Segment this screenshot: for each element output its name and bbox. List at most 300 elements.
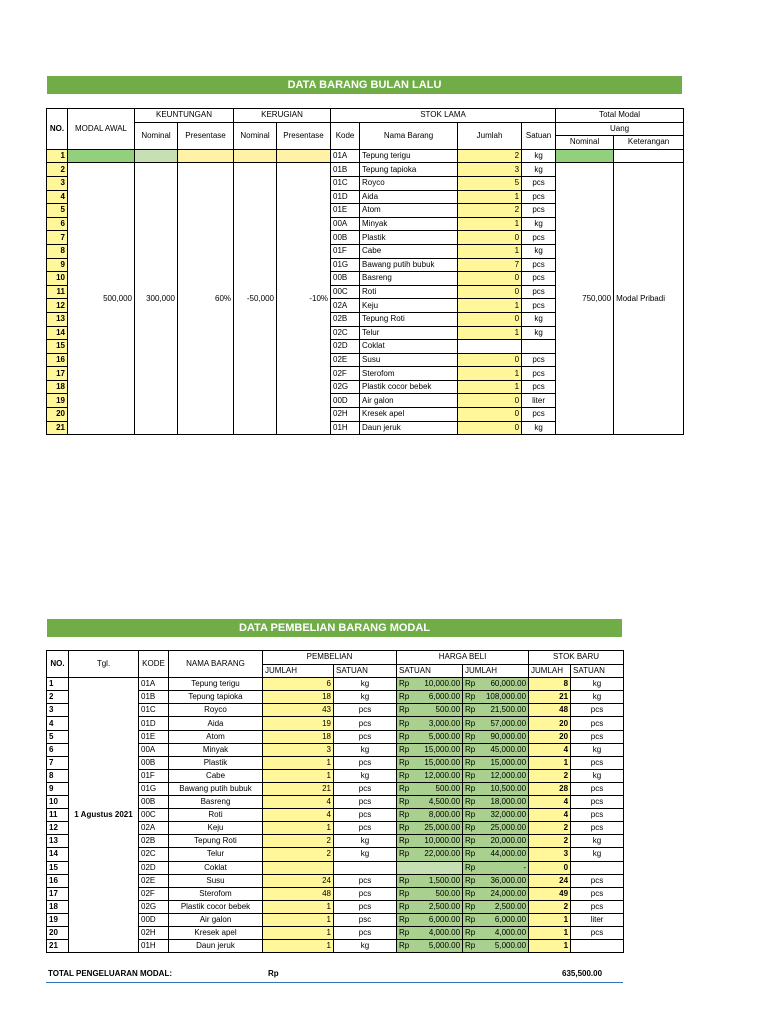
col-keuntungan: KEUNTUNGAN <box>135 109 234 123</box>
stok-satuan-cell: kg <box>571 769 624 782</box>
stok-satuan-cell: kg <box>571 835 624 848</box>
currency-value <box>399 822 460 834</box>
harga-value: 25,000.00 <box>424 823 461 833</box>
currency-value <box>465 809 526 821</box>
pembelian-satuan-cell: pcs <box>334 756 397 769</box>
row-no: 12 <box>47 822 69 835</box>
stok-satuan-cell: kg <box>571 743 624 756</box>
currency-label: Rp <box>465 849 476 859</box>
row-no: 16 <box>47 353 68 367</box>
total-value: 20,000.00 <box>490 836 527 846</box>
col-kerugian: KERUGIAN <box>234 109 331 123</box>
pembelian-jumlah-cell: 18 <box>263 691 334 704</box>
modal-awal-value: 500,000 <box>68 163 135 435</box>
currency-value <box>465 862 526 874</box>
currency-value <box>399 704 460 716</box>
harga-value: 500.00 <box>435 888 461 898</box>
nama-barang-cell: Bawang putih bubuk <box>169 782 263 795</box>
currency-label: Rp <box>399 941 410 951</box>
total-value: 45,000.00 <box>490 744 527 754</box>
kode-cell: 01H <box>139 940 169 953</box>
row-no: 21 <box>47 421 68 435</box>
nama-barang-cell: Air galon <box>360 394 458 408</box>
nama-barang-cell: Tepung Roti <box>360 312 458 326</box>
currency-label: Rp <box>465 783 476 793</box>
currency-label: Rp <box>399 914 410 924</box>
currency-label: Rp <box>399 797 410 807</box>
stok-satuan-cell: liter <box>571 913 624 926</box>
pembelian-satuan-cell: pcs <box>334 809 397 822</box>
row-no: 15 <box>47 340 68 354</box>
currency-value <box>465 901 526 913</box>
nama-barang-cell: Coklat <box>360 340 458 354</box>
col-stok-jumlah: JUMLAH <box>529 664 571 678</box>
kode-cell: 02D <box>139 861 169 874</box>
row-no: 5 <box>47 730 69 743</box>
currency-value <box>399 835 460 847</box>
harga-satuan-cell <box>397 848 463 861</box>
harga-value: 6,000.00 <box>428 914 461 924</box>
nama-barang-cell: Tepung Roti <box>169 835 263 848</box>
kode-cell: 02G <box>139 900 169 913</box>
row-no: 4 <box>47 190 68 204</box>
currency-label: Rp <box>399 744 410 754</box>
currency-value <box>399 783 460 795</box>
pembelian-satuan-cell: pcs <box>334 796 397 809</box>
harga-satuan-cell <box>397 796 463 809</box>
kode-cell: 02F <box>331 367 360 381</box>
nama-barang-cell: Coklat <box>169 861 263 874</box>
total-nominal-value: 750,000 <box>556 163 614 435</box>
row-no: 14 <box>47 848 69 861</box>
total-value: 24,000.00 <box>490 888 527 898</box>
stok-jumlah-cell: 21 <box>529 691 571 704</box>
kode-cell: 01A <box>331 149 360 163</box>
total-value: 2,500.00 <box>494 901 527 911</box>
stok-jumlah-cell: 1 <box>529 913 571 926</box>
pembelian-satuan-cell: kg <box>334 743 397 756</box>
row-no: 2 <box>47 691 69 704</box>
harga-jumlah-cell <box>463 861 529 874</box>
jumlah-cell: 5 <box>458 176 522 190</box>
nama-barang-cell: Royco <box>360 176 458 190</box>
total-value: 5,000.00 <box>494 941 527 951</box>
stok-satuan-cell: pcs <box>571 809 624 822</box>
kode-cell: 00A <box>331 217 360 231</box>
jumlah-cell: 0 <box>458 231 522 245</box>
row-no: 5 <box>47 204 68 218</box>
nama-barang-cell: Aida <box>169 717 263 730</box>
currency-value <box>399 731 460 743</box>
row-no: 6 <box>47 743 69 756</box>
stok-jumlah-cell: 4 <box>529 743 571 756</box>
jumlah-cell: 2 <box>458 204 522 218</box>
nama-barang-cell: Telur <box>360 326 458 340</box>
pembelian-jumlah-cell: 21 <box>263 782 334 795</box>
harga-satuan-cell <box>397 940 463 953</box>
currency-value <box>465 744 526 756</box>
harga-satuan-cell <box>397 717 463 730</box>
harga-jumlah-cell <box>463 678 529 691</box>
row-no: 9 <box>47 782 69 795</box>
pembelian-satuan-cell: pcs <box>334 782 397 795</box>
nama-barang-cell: Tepung terigu <box>360 149 458 163</box>
currency-value <box>465 796 526 808</box>
currency-value <box>399 888 460 900</box>
nama-barang-cell: Air galon <box>169 913 263 926</box>
harga-jumlah-cell <box>463 809 529 822</box>
row-no: 16 <box>47 874 69 887</box>
total-value: 15,000.00 <box>490 757 527 767</box>
jumlah-cell: 1 <box>458 380 522 394</box>
row-no: 10 <box>47 796 69 809</box>
currency-label: Rp <box>465 875 476 885</box>
currency-value <box>399 691 460 703</box>
total-pengeluaran-currency: Rp <box>268 969 279 978</box>
harga-satuan-cell <box>397 926 463 939</box>
kerugian-nominal-value: -50,000 <box>234 163 277 435</box>
kode-cell: 02D <box>331 340 360 354</box>
jumlah-cell: 3 <box>458 163 522 177</box>
pembelian-satuan-cell: kg <box>334 769 397 782</box>
kode-cell: 01E <box>331 204 360 218</box>
nama-barang-cell: Roti <box>169 809 263 822</box>
col-keuntungan-nominal: Nominal <box>135 122 178 149</box>
col-total-modal: Total Modal <box>556 109 684 123</box>
kode-cell: 00B <box>139 756 169 769</box>
harga-satuan-cell <box>397 835 463 848</box>
harga-jumlah-cell <box>463 913 529 926</box>
kode-cell: 01B <box>331 163 360 177</box>
nama-barang-cell: Minyak <box>169 743 263 756</box>
satuan-cell: kg <box>522 149 556 163</box>
currency-label: Rp <box>465 797 476 807</box>
kode-cell: 01H <box>331 421 360 435</box>
currency-label: Rp <box>399 757 410 767</box>
kode-cell: 01D <box>331 190 360 204</box>
pembelian-satuan-cell: kg <box>334 848 397 861</box>
jumlah-cell: 1 <box>458 326 522 340</box>
pembelian-jumlah-cell: 2 <box>263 848 334 861</box>
pembelian-satuan-cell: pcs <box>334 926 397 939</box>
kode-cell: 01G <box>331 258 360 272</box>
keterangan-value: Modal Pribadi <box>614 163 684 435</box>
jumlah-cell: 1 <box>458 190 522 204</box>
kode-cell: 02G <box>331 380 360 394</box>
harga-value: 4,000.00 <box>428 928 461 938</box>
nama-barang-cell: Tepung terigu <box>169 678 263 691</box>
harga-satuan-cell <box>397 900 463 913</box>
currency-label: Rp <box>399 888 410 898</box>
currency-label: Rp <box>465 836 476 846</box>
kode-cell: 00C <box>331 285 360 299</box>
stok-satuan-cell: pcs <box>571 730 624 743</box>
row-no: 20 <box>47 408 68 422</box>
currency-value <box>465 927 526 939</box>
currency-value <box>399 770 460 782</box>
col-kode: KODE <box>139 651 169 678</box>
col-stok-baru: STOK BARU <box>529 651 624 665</box>
total-underline <box>46 982 623 983</box>
total-value: 21,500.00 <box>490 705 527 715</box>
stok-satuan-cell <box>571 940 624 953</box>
row-no: 7 <box>47 231 68 245</box>
currency-label: Rp <box>399 718 410 728</box>
nama-barang-cell: Telur <box>169 848 263 861</box>
harga-jumlah-cell <box>463 717 529 730</box>
pembelian-jumlah-cell: 4 <box>263 796 334 809</box>
kode-cell: 02B <box>331 312 360 326</box>
table-row <box>47 678 624 691</box>
kode-cell: 01G <box>139 782 169 795</box>
row-no: 17 <box>47 367 68 381</box>
currency-label: Rp <box>465 718 476 728</box>
keuntungan-presentase-value: 60% <box>178 163 234 435</box>
harga-jumlah-cell <box>463 743 529 756</box>
satuan-cell: pcs <box>522 285 556 299</box>
satuan-cell: pcs <box>522 176 556 190</box>
harga-satuan-cell <box>397 887 463 900</box>
satuan-cell: pcs <box>522 408 556 422</box>
currency-label: Rp <box>465 810 476 820</box>
pembelian-satuan-cell: psc <box>334 913 397 926</box>
harga-satuan-cell <box>397 809 463 822</box>
jumlah-cell: 0 <box>458 394 522 408</box>
col-tgl: Tgl. <box>69 651 139 678</box>
currency-value <box>465 914 526 926</box>
row-no: 19 <box>47 913 69 926</box>
stok-satuan-cell: pcs <box>571 717 624 730</box>
col-satuan: Satuan <box>522 122 556 149</box>
harga-jumlah-cell <box>463 796 529 809</box>
total-value: 108,000.00 <box>485 692 527 702</box>
kode-cell: 02E <box>139 874 169 887</box>
t1-title: DATA BARANG BULAN LALU <box>47 76 682 94</box>
stok-satuan-cell: pcs <box>571 704 624 717</box>
row-no: 15 <box>47 861 69 874</box>
col-keterangan: Keterangan <box>614 136 684 150</box>
col-stok-lama: STOK LAMA <box>331 109 556 123</box>
row-no: 13 <box>47 312 68 326</box>
stok-jumlah-cell: 49 <box>529 887 571 900</box>
currency-label: Rp <box>399 875 410 885</box>
kode-cell: 01F <box>139 769 169 782</box>
col-nama-barang: NAMA BARANG <box>169 651 263 678</box>
jumlah-cell: 0 <box>458 353 522 367</box>
harga-jumlah-cell <box>463 730 529 743</box>
currency-value <box>399 809 460 821</box>
pembelian-satuan-cell: kg <box>334 940 397 953</box>
harga-jumlah-cell <box>463 900 529 913</box>
row-no: 17 <box>47 887 69 900</box>
table-data-barang-bulan-lalu <box>46 108 684 435</box>
currency-label: Rp <box>465 679 476 689</box>
pembelian-satuan-cell: pcs <box>334 900 397 913</box>
stok-jumlah-cell: 24 <box>529 874 571 887</box>
pembelian-jumlah-cell: 1 <box>263 913 334 926</box>
harga-satuan-cell <box>397 913 463 926</box>
harga-value: 4,500.00 <box>428 797 461 807</box>
currency-value <box>399 757 460 769</box>
satuan-cell: kg <box>522 217 556 231</box>
harga-satuan-cell <box>397 861 463 874</box>
jumlah-cell: 0 <box>458 421 522 435</box>
currency-value <box>399 940 460 952</box>
pembelian-satuan-cell: pcs <box>334 887 397 900</box>
nama-barang-cell: Plastik <box>169 756 263 769</box>
harga-value: 15,000.00 <box>424 757 461 767</box>
jumlah-cell: 7 <box>458 258 522 272</box>
harga-jumlah-cell <box>463 704 529 717</box>
currency-value <box>465 704 526 716</box>
row-no: 1 <box>47 678 69 691</box>
row-no: 9 <box>47 258 68 272</box>
pembelian-satuan-cell: pcs <box>334 717 397 730</box>
currency-value <box>399 875 460 887</box>
jumlah-cell: 0 <box>458 285 522 299</box>
total-value: 32,000.00 <box>490 810 527 820</box>
pembelian-jumlah-cell: 24 <box>263 874 334 887</box>
pembelian-satuan-cell: kg <box>334 835 397 848</box>
harga-jumlah-cell <box>463 769 529 782</box>
col-stok-satuan: SATUAN <box>571 664 624 678</box>
row-no: 18 <box>47 900 69 913</box>
harga-jumlah-cell <box>463 887 529 900</box>
kode-cell: 02A <box>331 299 360 313</box>
kode-cell: 00C <box>139 809 169 822</box>
nama-barang-cell: Cabe <box>360 244 458 258</box>
harga-satuan-cell <box>397 822 463 835</box>
nama-barang-cell: Royco <box>169 704 263 717</box>
nama-barang-cell: Plastik <box>360 231 458 245</box>
currency-value <box>465 678 526 690</box>
row-no: 11 <box>47 285 68 299</box>
kode-cell: 01D <box>139 717 169 730</box>
jumlah-cell: 1 <box>458 244 522 258</box>
nama-barang-cell: Kresek apel <box>169 926 263 939</box>
harga-value: 3,000.00 <box>428 718 461 728</box>
stok-satuan-cell: pcs <box>571 782 624 795</box>
currency-label: Rp <box>399 810 410 820</box>
stok-jumlah-cell: 1 <box>529 940 571 953</box>
jumlah-cell: 1 <box>458 217 522 231</box>
stok-jumlah-cell: 1 <box>529 926 571 939</box>
stok-satuan-cell <box>571 861 624 874</box>
nama-barang-cell: Roti <box>360 285 458 299</box>
currency-label: Rp <box>465 941 476 951</box>
nama-barang-cell: Tepung tapioka <box>360 163 458 177</box>
satuan-cell: pcs <box>522 204 556 218</box>
currency-label: Rp <box>399 849 410 859</box>
pembelian-satuan-cell: pcs <box>334 822 397 835</box>
nama-barang-cell: Plastik cocor bebek <box>360 380 458 394</box>
currency-label: Rp <box>399 783 410 793</box>
pembelian-satuan-cell: pcs <box>334 874 397 887</box>
row-no: 6 <box>47 217 68 231</box>
total-value: 57,000.00 <box>490 718 527 728</box>
currency-label: Rp <box>399 692 410 702</box>
currency-label: Rp <box>465 862 476 872</box>
harga-jumlah-cell <box>463 926 529 939</box>
kode-cell: 02F <box>139 887 169 900</box>
currency-value <box>465 848 526 860</box>
harga-value: 6,000.00 <box>428 692 461 702</box>
col-total-nominal: Nominal <box>556 136 614 150</box>
harga-satuan-cell <box>397 782 463 795</box>
row-no: 4 <box>47 717 69 730</box>
currency-label: Rp <box>399 823 410 833</box>
pembelian-jumlah-cell <box>263 861 334 874</box>
currency-label: Rp <box>465 744 476 754</box>
currency-value <box>399 901 460 913</box>
harga-value: 10,000.00 <box>424 836 461 846</box>
kode-cell: 01C <box>331 176 360 190</box>
pembelian-jumlah-cell: 1 <box>263 900 334 913</box>
stok-jumlah-cell: 4 <box>529 809 571 822</box>
currency-label: Rp <box>465 731 476 741</box>
harga-satuan-cell <box>397 769 463 782</box>
col-no: NO. <box>47 109 68 150</box>
currency-label: Rp <box>465 705 476 715</box>
harga-jumlah-cell <box>463 835 529 848</box>
jumlah-cell <box>458 340 522 354</box>
stok-jumlah-cell: 3 <box>529 848 571 861</box>
pembelian-jumlah-cell: 48 <box>263 887 334 900</box>
pembelian-jumlah-cell: 1 <box>263 756 334 769</box>
harga-satuan-cell <box>397 756 463 769</box>
row-no: 14 <box>47 326 68 340</box>
stok-jumlah-cell: 2 <box>529 835 571 848</box>
row-no: 2 <box>47 163 68 177</box>
nama-barang-cell: Sterofom <box>169 887 263 900</box>
row-no: 13 <box>47 835 69 848</box>
nama-barang-cell: Cabe <box>169 769 263 782</box>
pembelian-jumlah-cell: 6 <box>263 678 334 691</box>
satuan-cell: pcs <box>522 231 556 245</box>
currency-value <box>465 770 526 782</box>
pembelian-satuan-cell: kg <box>334 678 397 691</box>
kode-cell: 01A <box>139 678 169 691</box>
satuan-cell: kg <box>522 312 556 326</box>
total-value: 90,000.00 <box>490 731 527 741</box>
currency-label: Rp <box>465 914 476 924</box>
satuan-cell: kg <box>522 244 556 258</box>
row-no: 18 <box>47 380 68 394</box>
col-kerugian-presentase: Presentase <box>277 122 331 149</box>
harga-satuan-cell <box>397 874 463 887</box>
stok-satuan-cell: pcs <box>571 887 624 900</box>
harga-value: 8,000.00 <box>428 810 461 820</box>
pembelian-satuan-cell: pcs <box>334 730 397 743</box>
stok-jumlah-cell: 2 <box>529 822 571 835</box>
nama-barang-cell: Tepung tapioka <box>169 691 263 704</box>
satuan-cell: kg <box>522 421 556 435</box>
total-pengeluaran-value: 635,500.00 <box>562 969 603 978</box>
currency-value <box>465 940 526 952</box>
row-no: 21 <box>47 940 69 953</box>
nama-barang-cell: Susu <box>169 874 263 887</box>
pembelian-jumlah-cell: 1 <box>263 940 334 953</box>
pembelian-jumlah-cell: 1 <box>263 822 334 835</box>
kode-cell: 00D <box>139 913 169 926</box>
col-harga-jumlah: JUMLAH <box>463 664 529 678</box>
total-value: 60,000.00 <box>490 679 527 689</box>
nama-barang-cell: Minyak <box>360 217 458 231</box>
harga-value: 15,000.00 <box>424 744 461 754</box>
satuan-cell: pcs <box>522 272 556 286</box>
jumlah-cell: 0 <box>458 408 522 422</box>
t2-title: DATA PEMBELIAN BARANG MODAL <box>47 619 622 637</box>
